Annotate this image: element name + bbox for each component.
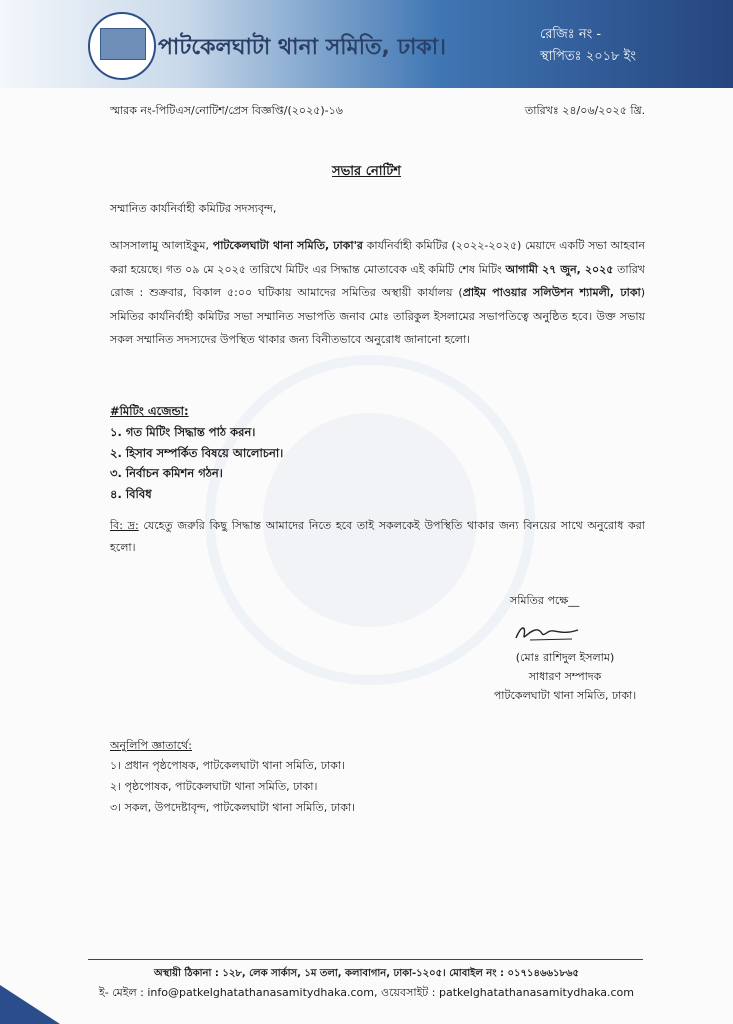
signatory-organization: পাটকেলঘাটা থানা সমিতি, ঢাকা। [493, 689, 637, 702]
agenda-item: ৪. বিবিধ [110, 486, 152, 501]
signatory-name: (মোঃ রাশিদুল ইসলাম) [515, 651, 615, 664]
memo-date: তারিখঃ ২৪/০৬/২০২৫ খ্রি. [525, 104, 646, 117]
notice-body: আসসালামু আলাইকুম, পাটকেলঘাটা থানা সমিতি, ঢাকা'র কার্যনির্বাহী কমিটির (২০২২-২০২৫) মেয়াদে একটি সভা আহবান করা হয়েছে। গত ০৯ মে ২০২৫ তারিখে মিটিং এর সিদ্ধান্ত মোতাবেক এই কমিটি শেষ মিটিং আগামী ২৭ জুন, ২০২৫ তারিখ রোজ : শুক্রবার, বিকাল ৫:০০ ঘটিকায় আমাদের সমিতির অস্থায়ী কার্যালয় (প্রাইম পাওয়ার সলিউশন শ্যামলী, ঢাকা) সমিতির কার্যনির্বাহী কমিটির সভা সম্মানিত সভাপতি জনাব মোঃ তারিকুল ইসলামের সভাপতিত্বে অনুষ্ঠিত হবে। উক্ত সভায় সকল সম্মানিত সদস্যদের উপস্থিত থাকার জন্য বিনীতভাবে অনুরোধ জানানো হলো। [110, 239, 646, 346]
notice-title: সভার নোটিশ [331, 164, 402, 179]
footer-contact: ই- মেইল : info@patkelghatathanasamitydhaka.com, ওয়েবসাইট : patkelghatathanasamitydhaka.com [99, 986, 634, 999]
footer-divider [88, 959, 643, 960]
registration-number: রেজিঃ নং - [540, 27, 602, 42]
special-note [110, 515, 645, 559]
organization-logo [88, 12, 156, 80]
note-label: বি: দ্র: [110, 519, 139, 532]
note-text: যেহেতু জরুরি কিছু সিদ্ধান্ত আমাদের নিতে হবে তাই সকলকেই উপস্থিতি থাকার জন্য বিনয়ের সাথে অনুরোধ করা হলো। [110, 519, 645, 554]
footer-corner-accent [0, 985, 60, 1024]
signatory-block [480, 648, 650, 705]
handwritten-signature [512, 620, 582, 644]
memo-reference: স্মারক নং-পিটিএস/নোটিশ/প্রেস বিজ্ঞপ্তি/(২০২৫)-১৬ [110, 104, 343, 117]
copy-to-heading: অনুলিপি জ্ঞাতার্থে: [110, 739, 192, 752]
salutation: সম্মানিত কার্যনির্বাহী কমিটির সদস্যবৃন্দ, [110, 202, 277, 215]
agenda-heading: #মিটিং এজেন্ডা: [110, 404, 189, 418]
agenda-item: ২. হিসাব সম্পর্কিত বিষয়ে আলোচনা। [110, 445, 284, 460]
on-behalf-label: সমিতির পক্ষে__ [510, 594, 580, 607]
agenda-item: ১. গত মিটিং সিদ্ধান্ত পাঠ করন। [110, 425, 256, 439]
copy-to-list [110, 755, 355, 818]
copy-to-item: ৩। সকল, উপদেষ্টাবৃন্দ, পাটকেলঘাটা থানা সমিতি, ঢাকা। [110, 801, 356, 814]
signatory-designation: সাধারণ সম্পাদক [528, 670, 602, 683]
agenda-list [110, 422, 283, 504]
organization-name: পাটকেলঘাটা থানা সমিতি, ঢাকা। [158, 35, 447, 60]
copy-to-item: ২। পৃষ্ঠপোষক, পাটকেলঘাটা থানা সমিতি, ঢাকা। [110, 780, 318, 793]
logo-building-image [100, 28, 146, 60]
established-year: স্থাপিতঃ ২০১৮ ইং [540, 49, 637, 64]
registration-info [540, 24, 636, 68]
footer-address: অস্থায়ী ঠিকানা : ১২৮, লেক সার্কাস, ১ম তলা, কলাবাগান, ঢাকা-১২০৫। মোবাইল নং : ০১৭১৪৬৬১৮৬৫ [154, 968, 579, 979]
copy-to-item: ১। প্রধান পৃষ্ঠপোষক, পাটকেলঘাটা থানা সমিতি, ঢাকা। [110, 759, 346, 772]
agenda-item: ৩. নির্বাচন কমিশন গঠন। [110, 466, 223, 480]
letterhead-banner [0, 0, 733, 88]
